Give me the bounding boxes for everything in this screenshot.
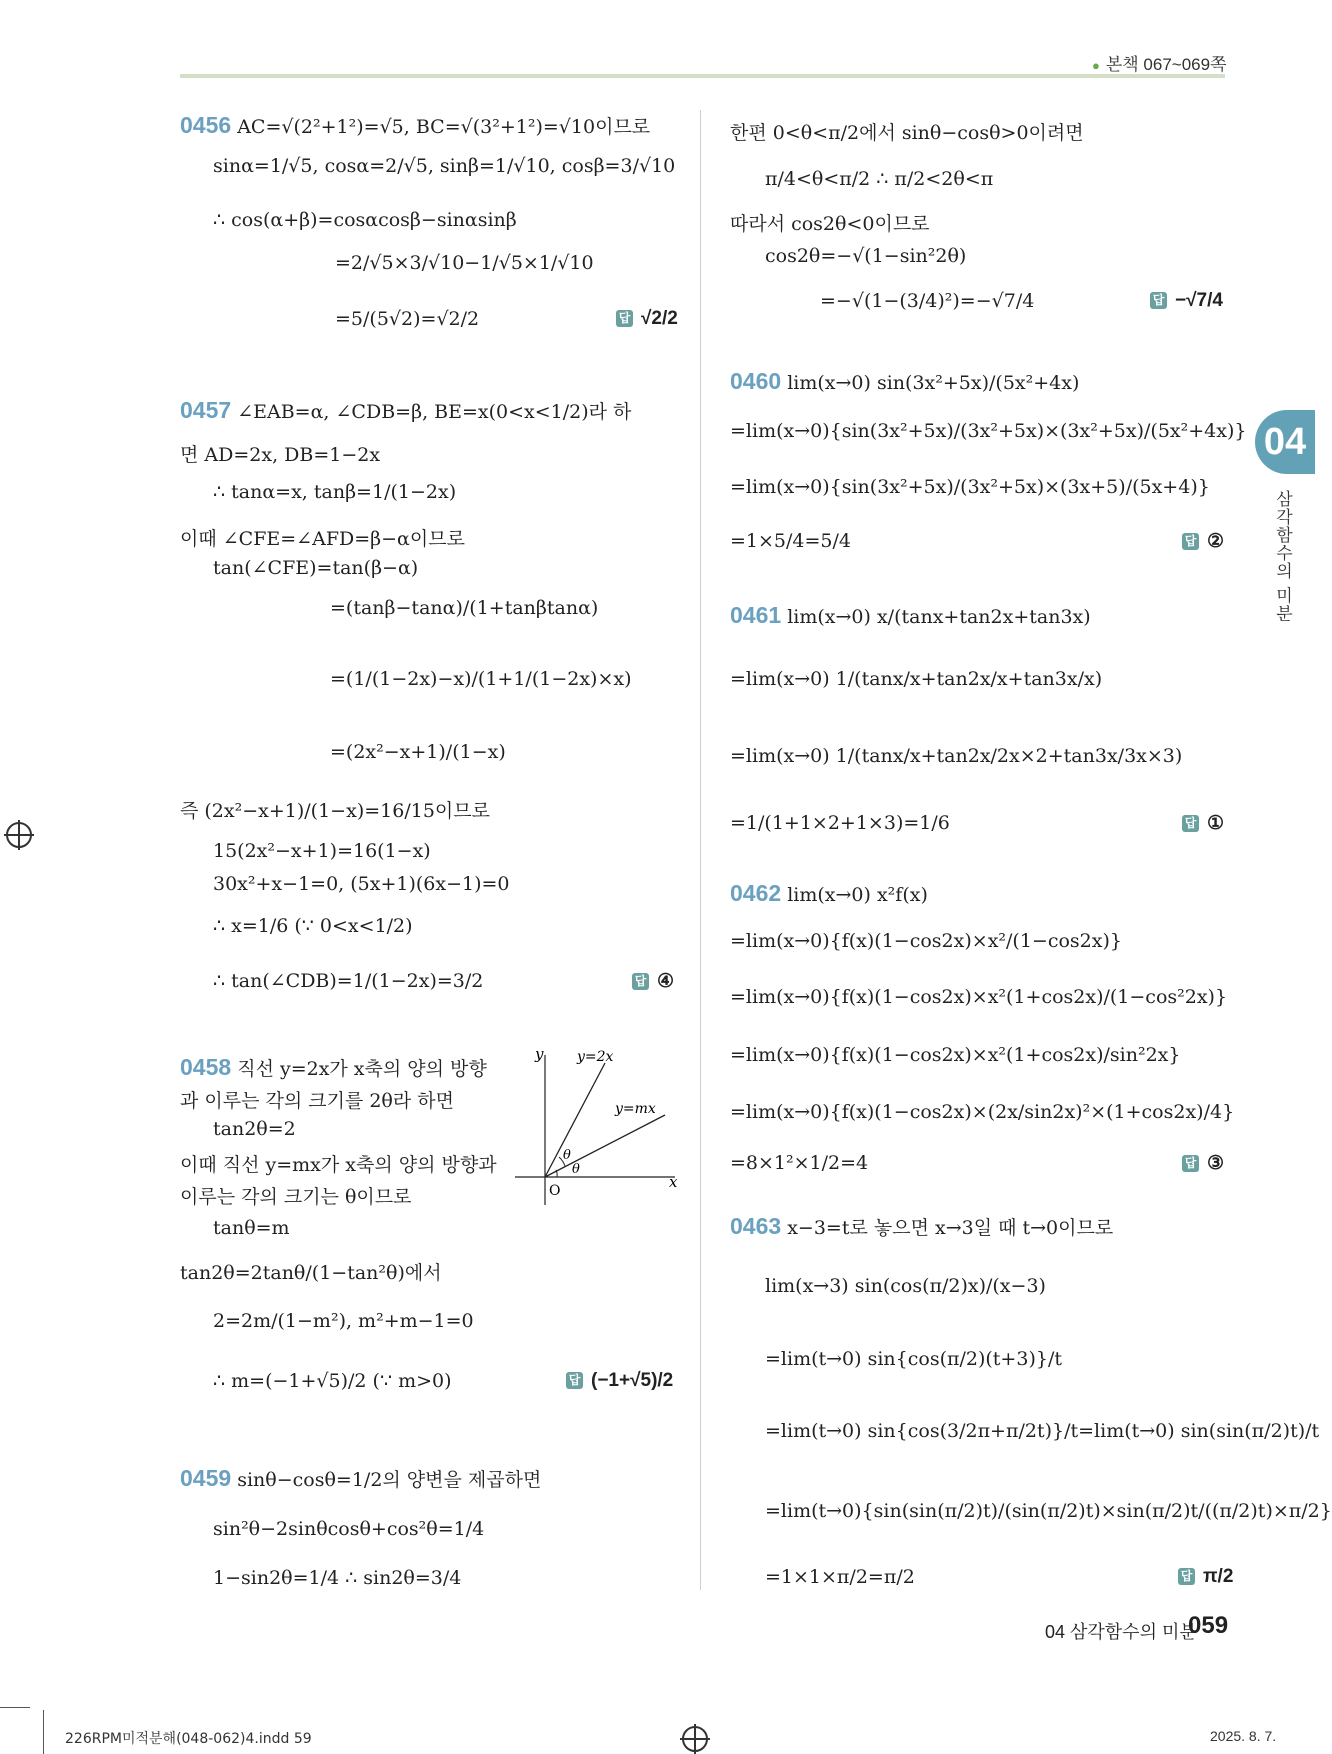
line-r8: =1×5/4=5/4 xyxy=(730,530,852,552)
line-l16: ∴ x=1/6 (∵ 0<x<1/2) xyxy=(213,915,413,937)
line-r12: =1/(1+1×2+1×3)=1/6 xyxy=(730,812,950,834)
line-l27: 0459 sinθ−cosθ=1/2의 양변을 제곱하면 xyxy=(180,1465,542,1491)
line-l13: 즉 (2x²−x+1)/(1−x)=16/15이므로 xyxy=(180,800,490,822)
line-r23: =lim(t→0){sin(sin(π/2)t)/(sin(π/2)t)×sin(π/2)t/((π/2)t)×π/2} xyxy=(765,1500,1332,1522)
line-r10: =lim(x→0) 1/(tanx/x+tan2x/x+tan3x/x) xyxy=(730,668,1103,690)
line-l29: 1−sin2θ=1/4 ∴ sin2θ=3/4 xyxy=(213,1567,462,1589)
line-l9: tan(∠CFE)=tan(β−α) xyxy=(213,557,419,579)
crop-mark xyxy=(0,1707,30,1708)
line-r9: 0461 lim(x→0) x/(tanx+tan2x+tan3x) xyxy=(730,602,1091,628)
line-r24: =1×1×π/2=π/2 xyxy=(765,1566,915,1588)
answer-0457: 답 ④ xyxy=(632,970,674,993)
print-date: 2025. 8. 7. xyxy=(1210,1728,1277,1744)
problem-number: 0462 xyxy=(730,880,782,906)
line-l1: sinα=1/√5, cosα=2/√5, sinβ=1/√10, cosβ=3/√10 xyxy=(213,155,676,177)
line-r20: lim(x→3) sin(cos(π/2)x)/(x−3) xyxy=(765,1275,1046,1297)
problem-number: 0460 xyxy=(730,368,782,394)
header-rule xyxy=(180,74,1225,78)
chapter-tab: 04 xyxy=(1255,410,1315,474)
print-file-name: 226RPM미적분해(048-062)4.indd 59 xyxy=(65,1731,312,1747)
line-l5: 0457 ∠EAB=α, ∠CDB=β, BE=x(0<x<1/2)라 하 xyxy=(180,397,632,423)
line-l25: 2=2m/(1−m²), m²+m−1=0 xyxy=(213,1310,474,1332)
answer-0458: 답 (−1+√5)/2 xyxy=(566,1370,673,1392)
line-r19: 0463 x−3=t로 놓으면 x→3일 때 t→0이므로 xyxy=(730,1213,1114,1239)
line-l18: 0458 직선 y=2x가 x축의 양의 방향 xyxy=(180,1054,487,1080)
answer-0463: 답 π/2 xyxy=(1178,1566,1233,1588)
answer-0459: 답 −√7/4 xyxy=(1150,290,1223,312)
line-l7: ∴ tanα=x, tanβ=1/(1−2x) xyxy=(213,481,457,503)
line-y-mx xyxy=(545,1115,665,1177)
angle-graph xyxy=(515,1045,678,1205)
chapter-tab-title: 삼각함수의 미분 xyxy=(1272,490,1292,623)
line-r2: 따라서 cos2θ<0이므로 xyxy=(730,213,930,235)
problem-number: 0457 xyxy=(180,397,232,423)
line-l8: 이때 ∠CFE=∠AFD=β−α이므로 xyxy=(180,528,465,550)
crop-mark-vertical xyxy=(43,1710,44,1754)
line1-label: y=2x xyxy=(577,1049,614,1065)
line-r0: 한편 0<θ<π/2에서 sinθ−cosθ>0이려면 xyxy=(730,122,1084,144)
line-l4: =5/(5√2)=√2/2 xyxy=(335,308,480,330)
problem-number: 0458 xyxy=(180,1054,232,1080)
problem-number: 0461 xyxy=(730,602,782,628)
line-l15: 30x²+x−1=0, (5x+1)(6x−1)=0 xyxy=(213,873,510,895)
line-r13: 0462 lim(x→0) x²f(x) xyxy=(730,880,928,906)
problem-number: 0459 xyxy=(180,1465,232,1491)
line-y-2x xyxy=(545,1063,605,1177)
line-l2: ∴ cos(α+β)=cosαcosβ−sinαsinβ xyxy=(213,209,517,231)
line-l0: 0456 AC=√(2²+1²)=√5, BC=√(3²+1²)=√10이므로 xyxy=(180,112,651,138)
line-r4: =−√(1−(3/4)²)=−√7/4 xyxy=(820,290,1035,312)
line2-label: y=mx xyxy=(615,1101,656,1117)
line-l10: =(tanβ−tanα)/(1+tanβtanα) xyxy=(330,597,599,619)
column-divider xyxy=(700,110,701,1590)
line-l17: ∴ tan(∠CDB)=1/(1−2x)=3/2 xyxy=(213,970,484,992)
footer-chapter: 04 삼각함수의 미분 xyxy=(1045,1622,1197,1642)
origin-label: O xyxy=(549,1183,561,1199)
registration-mark-left xyxy=(6,822,32,848)
line-l24: tan2θ=2tanθ/(1−tan²θ)에서 xyxy=(180,1262,442,1284)
line-l14: 15(2x²−x+1)=16(1−x) xyxy=(213,840,431,862)
answer-0461: 답 ① xyxy=(1182,812,1224,835)
y-label: y xyxy=(535,1045,544,1063)
line-r14: =lim(x→0){f(x)(1−cos2x)×x²/(1−cos2x)} xyxy=(730,930,1122,952)
line-l22: 이루는 각의 크기는 θ이므로 xyxy=(180,1186,412,1208)
answer-0462: 답 ③ xyxy=(1182,1152,1224,1175)
problem-number: 0456 xyxy=(180,112,232,138)
line-r5: 0460 lim(x→0) sin(3x²+5x)/(5x²+4x) xyxy=(730,368,1080,394)
header-page-reference: ● 본책 067~069쪽 xyxy=(1092,55,1227,74)
line-r11: =lim(x→0) 1/(tanx/x+tan2x/2x×2+tan3x/3x×3) xyxy=(730,745,1183,767)
line-r21: =lim(t→0) sin{cos(π/2)(t+3)}/t xyxy=(765,1348,1062,1370)
line-l6: 면 AD=2x, DB=1−2x xyxy=(180,444,381,466)
line-r15: =lim(x→0){f(x)(1−cos2x)×x²(1+cos2x)/(1−cos²2x)} xyxy=(730,986,1228,1008)
answer-0456: 답 √2/2 xyxy=(616,308,678,330)
line-r18: =8×1²×1/2=4 xyxy=(730,1152,869,1174)
line-r22: =lim(t→0) sin{cos(3/2π+π/2t)}/t=lim(t→0) sin(sin(π/2)t)/t xyxy=(765,1420,1320,1442)
problem-number: 0463 xyxy=(730,1213,782,1239)
line-l3: =2/√5×3/√10−1/√5×1/√10 xyxy=(335,252,594,274)
line-l12: =(2x²−x+1)/(1−x) xyxy=(330,741,506,763)
line-l19: 과 이루는 각의 크기를 2θ라 하면 xyxy=(180,1090,454,1112)
line-r1: π/4<θ<π/2 ∴ π/2<2θ<π xyxy=(765,168,994,190)
line-l26: ∴ m=(−1+√5)/2 (∵ m>0) xyxy=(213,1370,452,1392)
line-r7: =lim(x→0){sin(3x²+5x)/(3x²+5x)×(3x+5)/(5x+4)} xyxy=(730,476,1210,498)
line-r6: =lim(x→0){sin(3x²+5x)/(3x²+5x)×(3x²+5x)/(5x²+4x)} xyxy=(730,420,1247,442)
page-number: 059 xyxy=(1188,1612,1229,1639)
answer-0460: 답 ② xyxy=(1182,530,1224,553)
line-l11: =(1/(1−2x)−x)/(1+1/(1−2x)×x) xyxy=(330,668,632,690)
x-label: x xyxy=(669,1173,678,1191)
line-r16: =lim(x→0){f(x)(1−cos2x)×x²(1+cos2x)/sin²2x} xyxy=(730,1044,1181,1066)
line-l20: tan2θ=2 xyxy=(213,1118,296,1140)
line-l21: 이때 직선 y=mx가 x축의 양의 방향과 xyxy=(180,1154,497,1176)
angle2-label: θ xyxy=(572,1162,580,1177)
line-r3: cos2θ=−√(1−sin²2θ) xyxy=(765,245,967,267)
line-r17: =lim(x→0){f(x)(1−cos2x)×(2x/sin2x)²×(1+cos2x)/4} xyxy=(730,1101,1235,1123)
angle1-label: θ xyxy=(563,1148,571,1163)
line-l28: sin²θ−2sinθcosθ+cos²θ=1/4 xyxy=(213,1518,485,1540)
registration-mark-bottom xyxy=(682,1726,708,1752)
line-l23: tanθ=m xyxy=(213,1217,290,1239)
